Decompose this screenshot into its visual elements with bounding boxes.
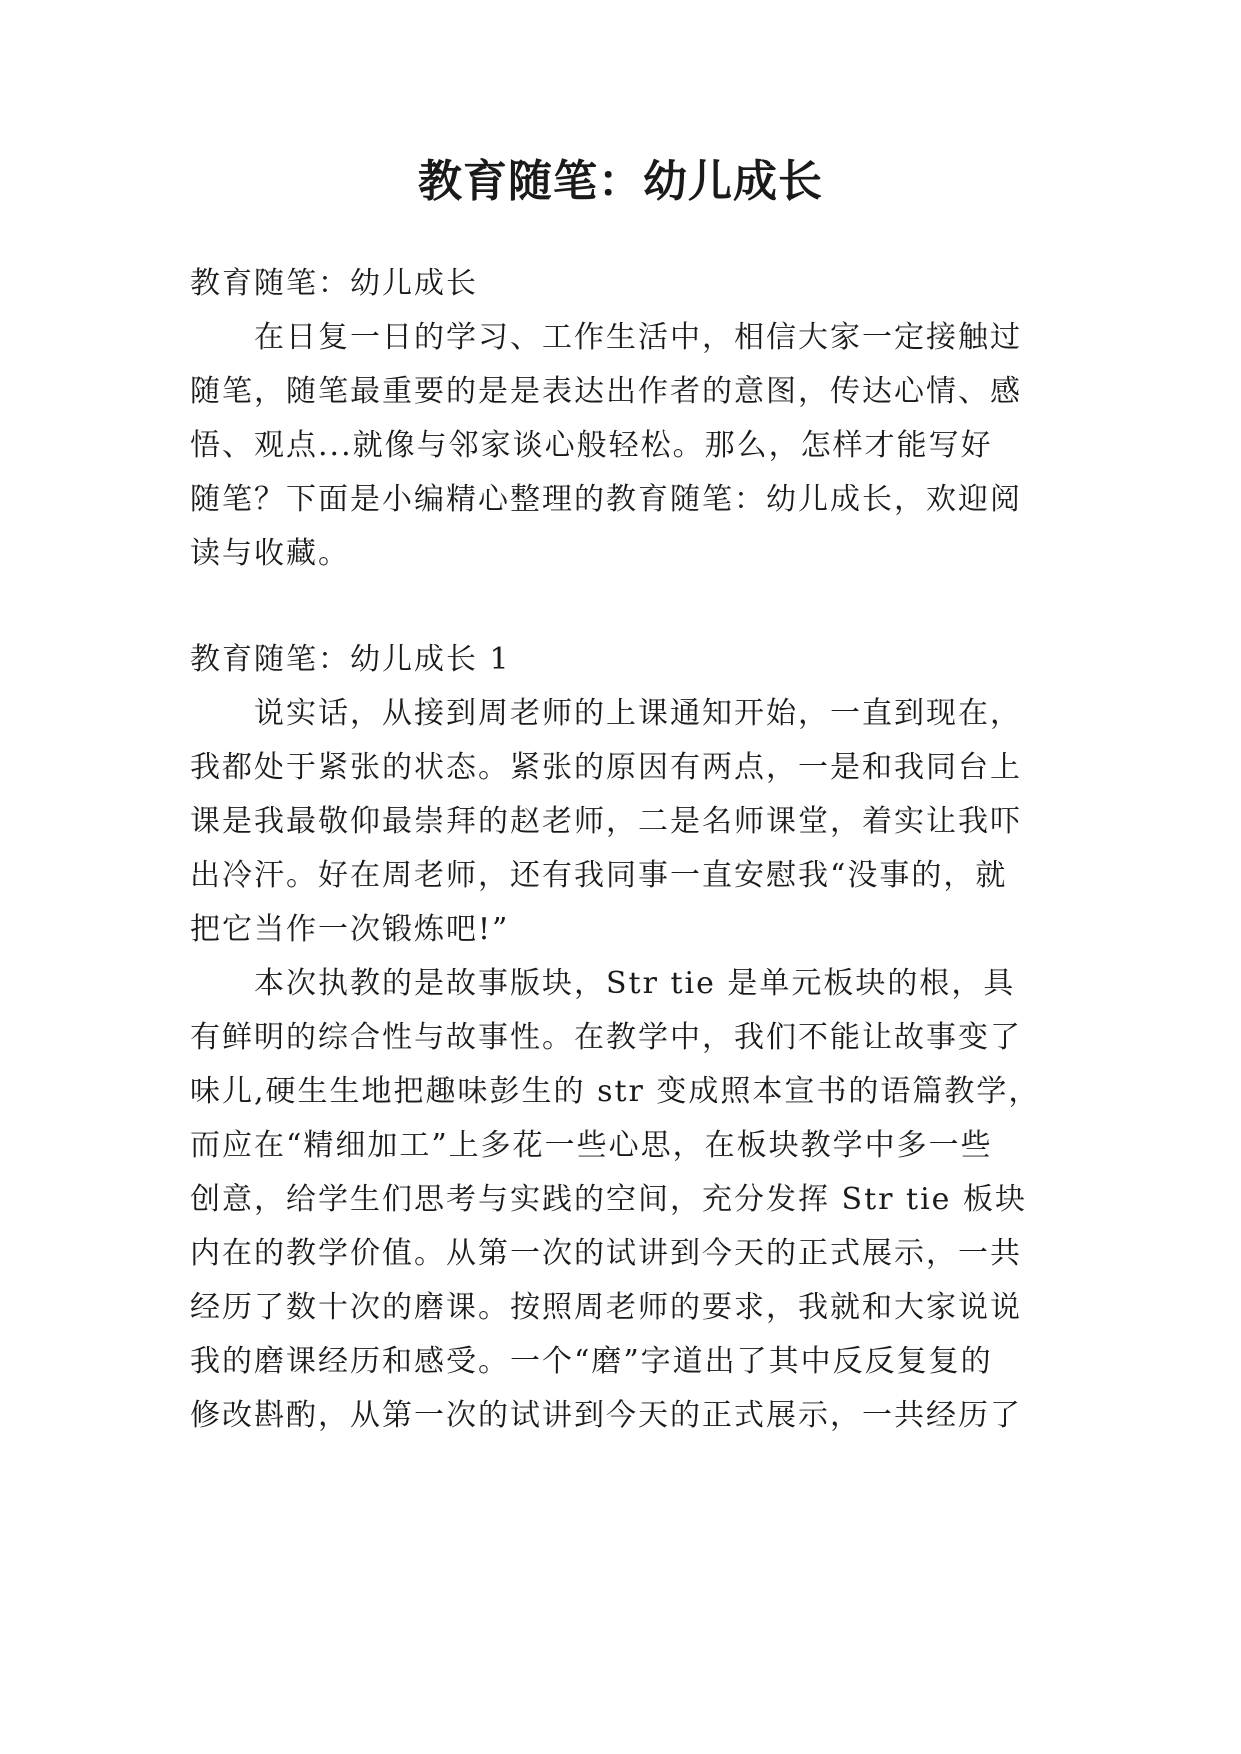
intro-line: 随笔？下面是小编精心整理的教育随笔：幼儿成长，欢迎阅 (190, 482, 1022, 517)
section-heading: 教育随笔：幼儿成长 1 (190, 642, 511, 677)
document-title: 教育随笔：幼儿成长 (418, 156, 823, 207)
paragraph-line: 创意，给学生们思考与实践的空间，充分发挥 Str tie 板块 (190, 1182, 1027, 1217)
paragraph-line: 把它当作一次锻炼吧!” (190, 912, 510, 947)
intro-line: 在日复一日的学习、工作生活中，相信大家一定接触过 (254, 320, 1022, 355)
intro-line: 随笔，随笔最重要的是是表达出作者的意图，传达心情、感 (190, 374, 1022, 409)
paragraph-line: 而应在“精细加工”上多花一些心思，在板块教学中多一些 (190, 1128, 993, 1163)
intro-line: 悟、观点...就像与邻家谈心般轻松。那么，怎样才能写好 (190, 428, 993, 463)
intro-line: 读与收藏。 (190, 536, 350, 571)
paragraph-line: 说实话，从接到周老师的上课通知开始，一直到现在， (254, 696, 1022, 731)
paragraph-line: 经历了数十次的磨课。按照周老师的要求，我就和大家说说 (190, 1290, 1022, 1325)
section-heading: 教育随笔：幼儿成长 (190, 266, 478, 301)
paragraph-line: 味儿,硬生生地把趣味彭生的 str 变成照本宣书的语篇教学， (190, 1074, 1041, 1109)
paragraph-line: 我都处于紧张的状态。紧张的原因有两点，一是和我同台上 (190, 750, 1022, 785)
paragraph-line: 有鲜明的综合性与故事性。在教学中，我们不能让故事变了 (190, 1020, 1022, 1055)
paragraph-line: 本次执教的是故事版块，Str tie 是单元板块的根，具 (254, 966, 1016, 1001)
paragraph-line: 我的磨课经历和感受。一个“磨”字道出了其中反反复复的 (190, 1344, 993, 1379)
paragraph-line: 修改斟酌，从第一次的试讲到今天的正式展示，一共经历了 (190, 1398, 1022, 1433)
paragraph-line: 课是我最敬仰最崇拜的赵老师，二是名师课堂，着实让我吓 (190, 804, 1022, 839)
paragraph-line: 出冷汗。好在周老师，还有我同事一直安慰我“没事的，就 (190, 858, 1008, 893)
paragraph-line: 内在的教学价值。从第一次的试讲到今天的正式展示，一共 (190, 1236, 1022, 1271)
